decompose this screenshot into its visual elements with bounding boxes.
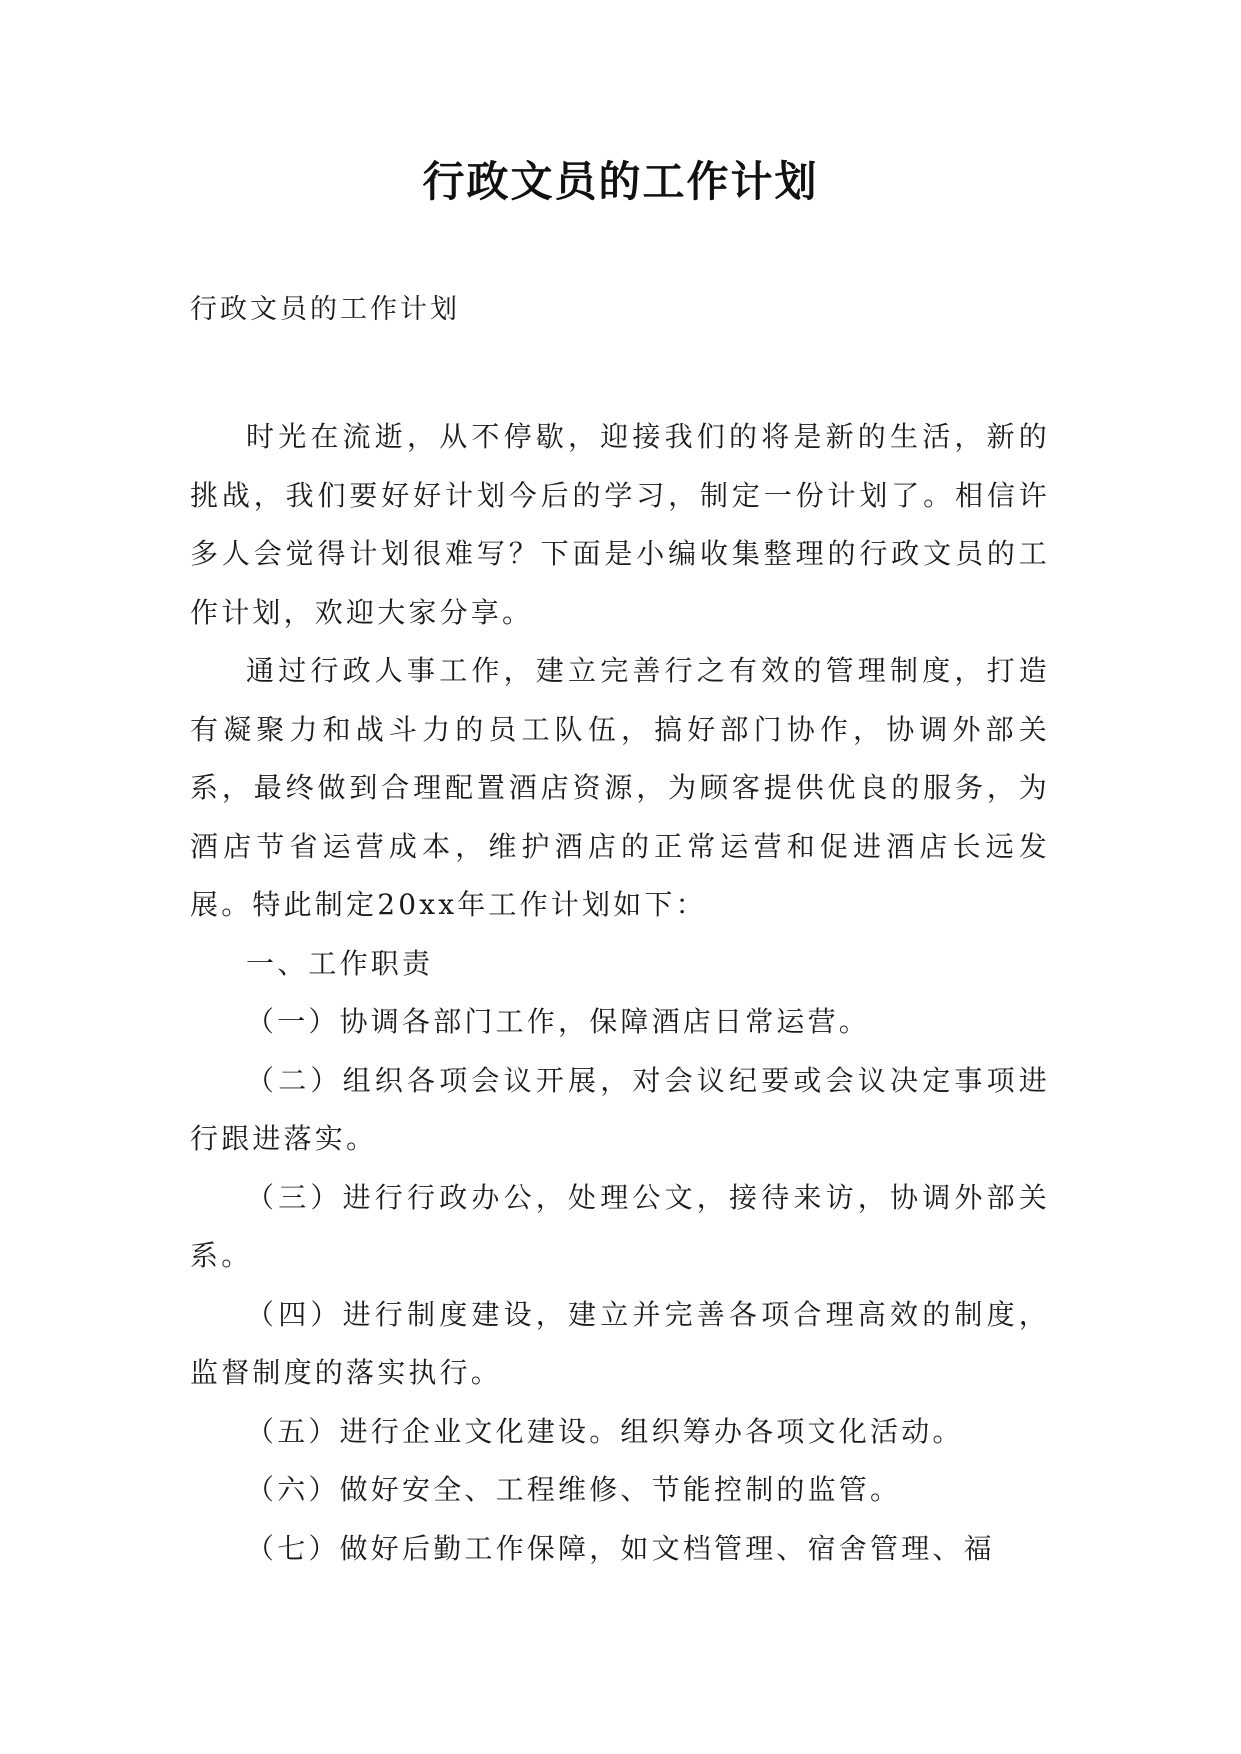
list-item-duty-3: （三）进行行政办公，处理公文，接待来访，协调外部关系。 (190, 1180, 1050, 1272)
list-item-duty-1: （一）协调各部门工作，保障酒店日常运营。 (246, 1005, 871, 1038)
list-item-duty-7: （七）做好后勤工作保障，如文档管理、宿舍管理、福 (246, 1531, 995, 1565)
document-title: 行政文员的工作计划 (422, 157, 819, 206)
list-item-duty-2: （二）组织各项会议开展，对会议纪要或会议决定事项进行跟进落实。 (190, 1063, 1050, 1155)
list-item-duty-4: （四）进行制度建设，建立并完善各项合理高效的制度，监督制度的落实执行。 (190, 1297, 1050, 1389)
document-body (190, 408, 1050, 1578)
paragraph-intro: 时光在流逝，从不停歇，迎接我们的将是新的生活，新的挑战，我们要好好计划今后的学习，制定一份计划了。相信许多人会觉得计划很难写？下面是小编收集整理的行政文员的工作计划，欢迎大家分享。 (190, 420, 1050, 629)
list-item-duty-5: （五）进行企业文化建设。组织筹办各项文化活动。 (246, 1414, 964, 1448)
paragraph-purpose: 通过行政人事工作，建立完善行之有效的管理制度，打造有凝聚力和战斗力的员工队伍，搞好部门协作，协调外部关系，最终做到合理配置酒店资源，为顾客提供优良的服务，为酒店节省运营成本，维护酒店的正常运营和促进酒店长远发展。特此制定20xx年工作计划如下： (190, 654, 1050, 921)
list-item-duty-6: （六）做好安全、工程维修、节能控制的监管。 (246, 1473, 902, 1506)
document-subtitle: 行政文员的工作计划 (190, 294, 460, 325)
section-heading-duties: 一、工作职责 (246, 946, 434, 980)
